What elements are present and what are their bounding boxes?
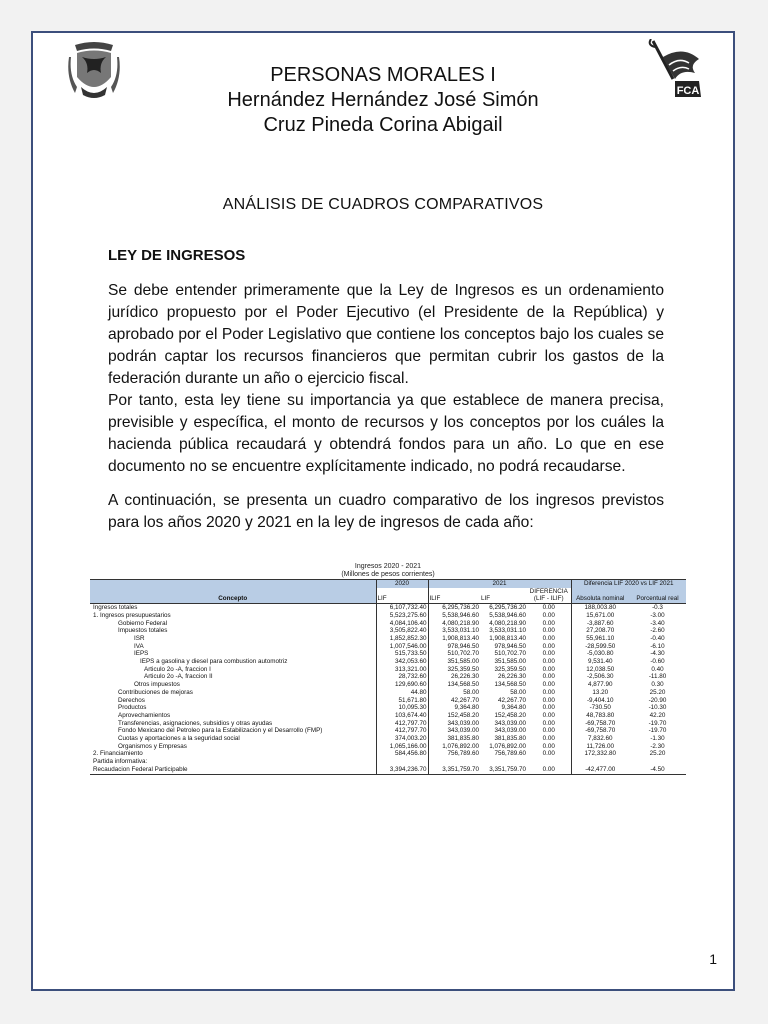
cell-lif-2021: 4,080,218.90 bbox=[489, 619, 526, 627]
cell-lif-2021: 351,585.00 bbox=[494, 658, 526, 666]
cell-absoluta: -3,887.60 bbox=[571, 620, 629, 628]
table-row bbox=[90, 743, 686, 751]
cell-concepto: 1. Ingresos presupuestarios bbox=[93, 611, 171, 619]
table-subtitle: (Millones de pesos corrientes) bbox=[341, 571, 435, 578]
cell-ilif: 343,039.00 bbox=[428, 727, 480, 735]
subtitle: LEY DE INGRESOS bbox=[108, 247, 246, 264]
cell-porcentual: -2.60 bbox=[650, 627, 665, 635]
cell-lif-2021: 3,351,759.70 bbox=[480, 766, 527, 774]
cell-lif-2020: 1,065,166.00 bbox=[376, 743, 428, 751]
cell-lif-2021: 343,039.00 bbox=[494, 727, 526, 735]
cell-ilif bbox=[428, 758, 480, 766]
cell-absoluta: 11,726.00 bbox=[571, 743, 629, 751]
col-lif-2021: LIF bbox=[480, 588, 527, 604]
cell-ilif: 351,585.00 bbox=[428, 658, 480, 666]
cell-absoluta: 27,208.70 bbox=[571, 627, 629, 635]
cell-absoluta: 48,783.80 bbox=[571, 712, 629, 720]
cell-diferencia: 0.00 bbox=[542, 611, 555, 619]
cell-lif-2020: 6,107,732.40 bbox=[376, 604, 428, 612]
table-row bbox=[90, 650, 686, 658]
cell-lif-2021: 134,568.50 bbox=[494, 681, 526, 689]
cell-lif-2021: 9,364.80 bbox=[501, 704, 526, 712]
cell-lif-2020: 3,505,822.40 bbox=[376, 627, 428, 635]
table-row bbox=[90, 643, 686, 651]
cell-lif-2020 bbox=[376, 758, 428, 766]
cell-absoluta: -2,506.30 bbox=[571, 673, 629, 681]
cell-concepto: Articulo 2o -A, fraccion II bbox=[144, 673, 213, 681]
cell-diferencia bbox=[527, 758, 571, 766]
cell-ilif: 343,039.00 bbox=[428, 720, 480, 728]
cell-lif-2020: 51,671.80 bbox=[376, 697, 428, 705]
col-absoluta: Absoluta nominal bbox=[571, 588, 629, 604]
table-row bbox=[90, 627, 686, 635]
cell-diferencia: 0.00 bbox=[542, 658, 555, 666]
cell-porcentual: -6.10 bbox=[650, 642, 665, 650]
cell-diferencia: 0.00 bbox=[527, 766, 571, 774]
cell-concepto: Impuestos totales bbox=[118, 627, 168, 635]
cell-lif-2020: 412,797.70 bbox=[376, 727, 428, 735]
cell-lif-2020: 1,852,852.30 bbox=[376, 635, 428, 643]
col-concepto: Concepto bbox=[90, 588, 376, 604]
cell-lif-2020: 4,084,106.40 bbox=[376, 620, 428, 628]
cell-lif-2020: 515,733.50 bbox=[376, 650, 428, 658]
cell-lif-2020: 1,007,546.00 bbox=[376, 643, 428, 651]
cell-concepto: Transferencias, asignaciones, subsidios y otras ayudas bbox=[118, 719, 273, 727]
col-lif-2020: LIF bbox=[376, 588, 428, 604]
header-diff: Diferencia LIF 2020 vs LIF 2021 bbox=[571, 580, 686, 588]
cell-porcentual: -4.30 bbox=[650, 650, 665, 658]
table-body bbox=[90, 604, 686, 774]
cell-porcentual: 25.20 bbox=[649, 750, 666, 758]
page-number: 1 bbox=[709, 951, 717, 967]
cell-concepto: IVA bbox=[134, 642, 144, 650]
cell-ilif: 756,789.60 bbox=[428, 750, 480, 758]
cell-porcentual: -0.3 bbox=[652, 604, 663, 612]
cell-diferencia: 0.00 bbox=[542, 627, 555, 635]
table-row bbox=[90, 612, 686, 620]
cell-lif-2021: 756,789.60 bbox=[494, 750, 526, 758]
table-row bbox=[90, 720, 686, 728]
cell-lif-2021: 343,039.00 bbox=[494, 719, 526, 727]
cell-absoluta: -9,404.10 bbox=[571, 697, 629, 705]
cell-concepto: Ingresos totales bbox=[93, 604, 138, 612]
cell-absoluta: 13.20 bbox=[571, 689, 629, 697]
col-ilif: ILIF bbox=[428, 588, 480, 604]
cell-diferencia: 0.00 bbox=[542, 719, 555, 727]
cell-concepto: 2. Financiamiento bbox=[93, 750, 143, 758]
cell-concepto: Partida informativa: bbox=[93, 758, 148, 766]
cell-absoluta: -42,477.00 bbox=[571, 766, 629, 774]
cell-porcentual: 42.20 bbox=[649, 711, 666, 719]
cell-concepto: Articulo 2o -A, fraccion I bbox=[144, 665, 211, 673]
cell-lif-2020: 5,523,275.60 bbox=[376, 612, 428, 620]
cell-absoluta: 12,038.50 bbox=[571, 666, 629, 674]
header-2021: 2021 bbox=[428, 580, 571, 588]
cell-ilif: 325,359.50 bbox=[428, 666, 480, 674]
cell-diferencia: 0.00 bbox=[542, 665, 555, 673]
cell-lif-2021 bbox=[480, 758, 527, 766]
table-row bbox=[90, 704, 686, 712]
cell-ilif: 42,267.70 bbox=[428, 697, 480, 705]
cell-concepto: Derechos bbox=[118, 696, 145, 704]
table-row bbox=[90, 673, 686, 681]
cell-ilif: 152,458.20 bbox=[428, 712, 480, 720]
cell-lif-2020: 28,732.60 bbox=[376, 673, 428, 681]
cell-lif-2020: 44.80 bbox=[376, 689, 428, 697]
table-row bbox=[90, 689, 686, 697]
cell-diferencia: 0.00 bbox=[542, 711, 555, 719]
cell-ilif: 58.00 bbox=[428, 689, 480, 697]
table-title: Ingresos 2020 - 2021 bbox=[354, 563, 422, 570]
cell-lif-2021: 510,702.70 bbox=[494, 650, 526, 658]
cell-diferencia: 0.00 bbox=[542, 696, 555, 704]
cell-lif-2020: 374,003.20 bbox=[376, 735, 428, 743]
table-row bbox=[90, 620, 686, 628]
cell-lif-2020: 129,690.60 bbox=[376, 681, 428, 689]
cell-ilif: 978,946.50 bbox=[428, 643, 480, 651]
cell-ilif: 3,533,031.10 bbox=[428, 627, 480, 635]
table-row bbox=[90, 697, 686, 705]
cell-absoluta: 4,877.90 bbox=[571, 681, 629, 689]
cell-porcentual: -11.80 bbox=[648, 673, 667, 681]
paragraph-3: A continuación, se presenta un cuadro comparativo de los ingresos previstos para los años 2020 y 2021 en la ley de ingresos de cada año: bbox=[108, 492, 664, 531]
cell-concepto: Fondo Mexicano del Petroleo para la Estabilizacion y el Desarrollo (FMP) bbox=[118, 727, 323, 735]
cell-concepto: Cuotas y aportaciones a la seguridad social bbox=[118, 735, 240, 743]
cell-porcentual: 0.30 bbox=[651, 681, 664, 689]
header-2020: 2020 bbox=[376, 580, 428, 588]
document-page bbox=[31, 31, 735, 991]
cell-lif-2021: 978,946.50 bbox=[494, 642, 526, 650]
table-row bbox=[90, 758, 686, 766]
cell-porcentual: 25.20 bbox=[649, 688, 666, 696]
cell-concepto: IEPS a gasolina y diesel para combustion automotriz bbox=[140, 658, 288, 666]
cell-absoluta: 188,003.80 bbox=[571, 604, 629, 612]
cell-diferencia: 0.00 bbox=[542, 673, 555, 681]
cell-absoluta: 55,961.10 bbox=[571, 635, 629, 643]
cell-porcentual bbox=[629, 758, 686, 766]
cell-absoluta: -69,758.70 bbox=[571, 727, 629, 735]
cell-concepto: ISR bbox=[134, 634, 145, 642]
col-porcentual: Porcentual real bbox=[629, 588, 686, 604]
cell-diferencia: 0.00 bbox=[542, 619, 555, 627]
cell-absoluta bbox=[571, 758, 629, 766]
cell-absoluta: 7,832.60 bbox=[571, 735, 629, 743]
cell-lif-2020: 103,674.40 bbox=[376, 712, 428, 720]
cell-porcentual: -4.50 bbox=[629, 766, 686, 774]
cell-porcentual: -3.40 bbox=[650, 619, 665, 627]
cell-absoluta: 15,671.00 bbox=[571, 612, 629, 620]
table-row bbox=[90, 766, 686, 774]
cell-porcentual: -19.70 bbox=[648, 727, 667, 735]
cell-diferencia: 0.00 bbox=[542, 727, 555, 735]
cell-concepto: Productos bbox=[118, 704, 147, 712]
cell-lif-2020: 342,053.60 bbox=[376, 658, 428, 666]
cell-ilif: 381,835.80 bbox=[428, 735, 480, 743]
income-comparison-table bbox=[90, 563, 686, 775]
cell-ilif: 6,295,736.20 bbox=[428, 604, 480, 612]
cell-lif-2020: 412,797.70 bbox=[376, 720, 428, 728]
cell-diferencia: 0.00 bbox=[542, 681, 555, 689]
cell-absoluta: -730.50 bbox=[571, 704, 629, 712]
col-diferencia-line1: DIFERENCIA bbox=[529, 587, 568, 595]
cell-lif-2021: 26,226.30 bbox=[497, 673, 526, 681]
cell-ilif: 4,080,218.90 bbox=[428, 620, 480, 628]
cell-lif-2021: 1,076,892.00 bbox=[489, 742, 526, 750]
table-row bbox=[90, 712, 686, 720]
cell-porcentual: -10.30 bbox=[648, 704, 667, 712]
cell-porcentual: -19.70 bbox=[648, 719, 667, 727]
cell-diferencia: 0.00 bbox=[542, 735, 555, 743]
cell-concepto: Gobierno Federal bbox=[118, 619, 168, 627]
table-row bbox=[90, 658, 686, 666]
author-2: Cruz Pineda Corina Abigail bbox=[263, 114, 503, 136]
cell-lif-2021: 3,533,031.10 bbox=[489, 627, 526, 635]
cell-absoluta: -5,030.80 bbox=[571, 650, 629, 658]
table-row bbox=[90, 681, 686, 689]
cell-lif-2020: 3,394,236.70 bbox=[376, 766, 428, 774]
col-diferencia-line2: (LIF - ILIF) bbox=[533, 595, 564, 603]
paragraph-1: Se debe entender primeramente que la Ley de Ingresos es un ordenamiento jurídico propuesto por el Poder Ejecutivo (el Presidente de la República) y aprobado por el Poder Legislativo que contiene los conceptos bajo los cuales se podrán captar los recursos financieros que permitan cubrir los gastos de la federación durante un año o ejercicio fiscal. bbox=[108, 282, 664, 387]
cell-concepto: Otros impuestos bbox=[134, 681, 180, 689]
data-table bbox=[90, 579, 686, 775]
cell-concepto: Organismos y Empresas bbox=[118, 742, 187, 750]
table-row bbox=[90, 750, 686, 758]
cell-lif-2021: 381,835.80 bbox=[494, 735, 526, 743]
cell-absoluta: 9,531.40 bbox=[571, 658, 629, 666]
cell-concepto: Recaudacion Federal Participable bbox=[90, 766, 376, 774]
section-title: ANÁLISIS DE CUADROS COMPARATIVOS bbox=[222, 196, 544, 213]
svg-text:FCA: FCA bbox=[676, 85, 700, 97]
cell-ilif: 1,908,813.40 bbox=[428, 635, 480, 643]
table-row bbox=[90, 604, 686, 612]
cell-lif-2021: 58.00 bbox=[510, 688, 526, 696]
cell-diferencia: 0.00 bbox=[542, 642, 555, 650]
cell-lif-2021: 5,538,946.60 bbox=[489, 611, 526, 619]
table-row bbox=[90, 735, 686, 743]
cell-ilif: 9,364.80 bbox=[428, 704, 480, 712]
cell-concepto: Aprovechamientos bbox=[118, 711, 171, 719]
cell-porcentual: 0.40 bbox=[651, 665, 664, 673]
cell-ilif: 1,076,892.00 bbox=[428, 743, 480, 751]
cell-porcentual: -20.90 bbox=[648, 696, 667, 704]
cell-porcentual: -0.40 bbox=[650, 634, 665, 642]
cell-lif-2021: 1,908,813.40 bbox=[489, 634, 526, 642]
table-row bbox=[90, 666, 686, 674]
author-1: Hernández Hernández José Simón bbox=[227, 89, 539, 111]
cell-porcentual: -2.30 bbox=[650, 742, 665, 750]
cell-diferencia: 0.00 bbox=[542, 650, 555, 658]
cell-concepto: IEPS bbox=[134, 650, 149, 658]
paragraph-2: Por tanto, esta ley tiene su importancia ya que establece de manera precisa, previsible y específica, el monto de recursos y los conceptos por los cuáles la hacienda pública recaudará y obtendrá fondos para un año. Lo que en ese documento no se encuentre explícitamente indicado, no podrá recaudarse. bbox=[108, 392, 664, 475]
table-row bbox=[90, 635, 686, 643]
cell-ilif: 3,351,759.70 bbox=[428, 766, 480, 774]
cell-absoluta: -69,758.70 bbox=[571, 720, 629, 728]
cell-lif-2020: 313,321.00 bbox=[376, 666, 428, 674]
cell-lif-2021: 325,359.50 bbox=[494, 665, 526, 673]
cell-porcentual: -0.60 bbox=[650, 658, 665, 666]
cell-diferencia: 0.00 bbox=[542, 688, 555, 696]
cell-concepto: Contribuciones de mejoras bbox=[118, 688, 193, 696]
cell-lif-2020: 584,456.80 bbox=[376, 750, 428, 758]
cell-diferencia: 0.00 bbox=[542, 604, 555, 612]
cell-lif-2021: 152,458.20 bbox=[494, 711, 526, 719]
cell-lif-2021: 42,267.70 bbox=[497, 696, 526, 704]
cell-diferencia: 0.00 bbox=[542, 634, 555, 642]
cell-ilif: 510,702.70 bbox=[428, 650, 480, 658]
document-header bbox=[33, 63, 733, 138]
cell-ilif: 26,226.30 bbox=[428, 673, 480, 681]
col-diferencia bbox=[527, 588, 571, 604]
cell-absoluta: 172,332.80 bbox=[571, 750, 629, 758]
cell-absoluta: -28,599.50 bbox=[571, 643, 629, 651]
cell-diferencia: 0.00 bbox=[542, 704, 555, 712]
cell-porcentual: -1.30 bbox=[650, 735, 665, 743]
course-title: PERSONAS MORALES I bbox=[270, 64, 496, 86]
table-row bbox=[90, 727, 686, 735]
cell-diferencia: 0.00 bbox=[542, 750, 555, 758]
cell-lif-2020: 10,095.30 bbox=[376, 704, 428, 712]
cell-ilif: 5,538,946.60 bbox=[428, 612, 480, 620]
cell-ilif: 134,568.50 bbox=[428, 681, 480, 689]
cell-diferencia: 0.00 bbox=[542, 742, 555, 750]
cell-porcentual: -3.00 bbox=[650, 611, 665, 619]
cell-lif-2021: 6,295,736.20 bbox=[489, 604, 526, 612]
